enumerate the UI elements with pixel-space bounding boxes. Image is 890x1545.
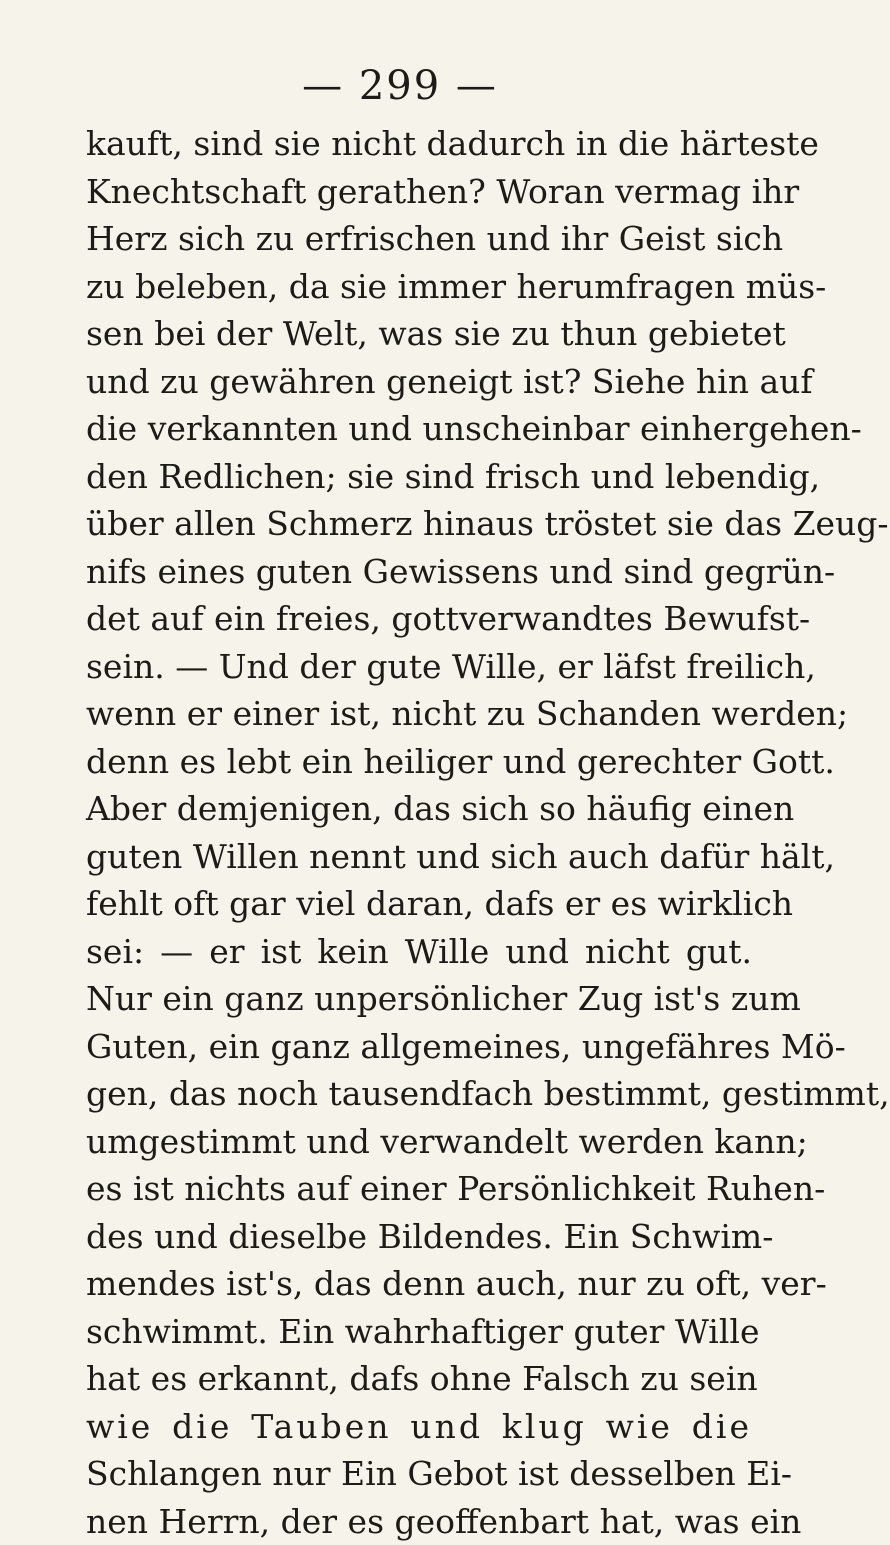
text-line: denn es lebt ein heiliger und gerechter Gott.: [86, 738, 752, 786]
text-line: es ist nichts auf einer Persönlichkeit Ruhen-: [86, 1165, 752, 1213]
text-line: det auf ein freies, gottverwandtes Bewufst-: [86, 595, 752, 643]
text-line: des und dieselbe Bildendes. Ein Schwim-: [86, 1213, 752, 1261]
text-line: Herz sich zu erfrischen und ihr Geist sich: [86, 215, 752, 263]
text-line: guten Willen nennt und sich auch dafür hält,: [86, 833, 752, 881]
text-line: fehlt oft gar viel daran, dafs er es wirklich: [86, 880, 752, 928]
page-body-text: [86, 120, 752, 1545]
text-line: Aber demjenigen, das sich so häufig einen: [86, 785, 752, 833]
text-line: über allen Schmerz hinaus tröstet sie das Zeug-: [86, 500, 752, 548]
text-line: nen Herrn, der es geoffenbart hat, was ein: [86, 1498, 752, 1545]
text-line: Schlangen nur Ein Gebot ist desselben Ei-: [86, 1450, 752, 1498]
text-line: den Redlichen; sie sind frisch und lebendig,: [86, 453, 752, 501]
text-line: Knechtschaft gerathen? Woran vermag ihr: [86, 168, 752, 216]
text-line: sein. — Und der gute Wille, er läfst freilich,: [86, 643, 752, 691]
text-line: Nur ein ganz unpersönlicher Zug ist's zum: [86, 975, 752, 1023]
text-line: sen bei der Welt, was sie zu thun gebietet: [86, 310, 752, 358]
text-line: nifs eines guten Gewissens und sind gegrün-: [86, 548, 752, 596]
page-number-header: — 299 —: [0, 62, 800, 110]
text-line: wenn er einer ist, nicht zu Schanden werden;: [86, 690, 752, 738]
text-line: wie die Tauben und klug wie die: [86, 1403, 752, 1451]
text-line: die verkannten und unscheinbar einhergehen-: [86, 405, 752, 453]
text-line: gen, das noch tausendfach bestimmt, gestimmt,: [86, 1070, 752, 1118]
text-line: kauft, sind sie nicht dadurch in die härteste: [86, 120, 752, 168]
text-line: umgestimmt und verwandelt werden kann;: [86, 1118, 752, 1166]
text-line: schwimmt. Ein wahrhaftiger guter Wille: [86, 1308, 752, 1356]
text-line: hat es erkannt, dafs ohne Falsch zu sein: [86, 1355, 752, 1403]
text-line: und zu gewähren geneigt ist? Siehe hin auf: [86, 358, 752, 406]
text-line: mendes ist's, das denn auch, nur zu oft, ver-: [86, 1260, 752, 1308]
text-line: Guten, ein ganz allgemeines, ungefähres Mö-: [86, 1023, 752, 1071]
text-line: zu beleben, da sie immer herumfragen müs-: [86, 263, 752, 311]
text-line: sei: — er ist kein Wille und nicht gut.: [86, 928, 752, 976]
